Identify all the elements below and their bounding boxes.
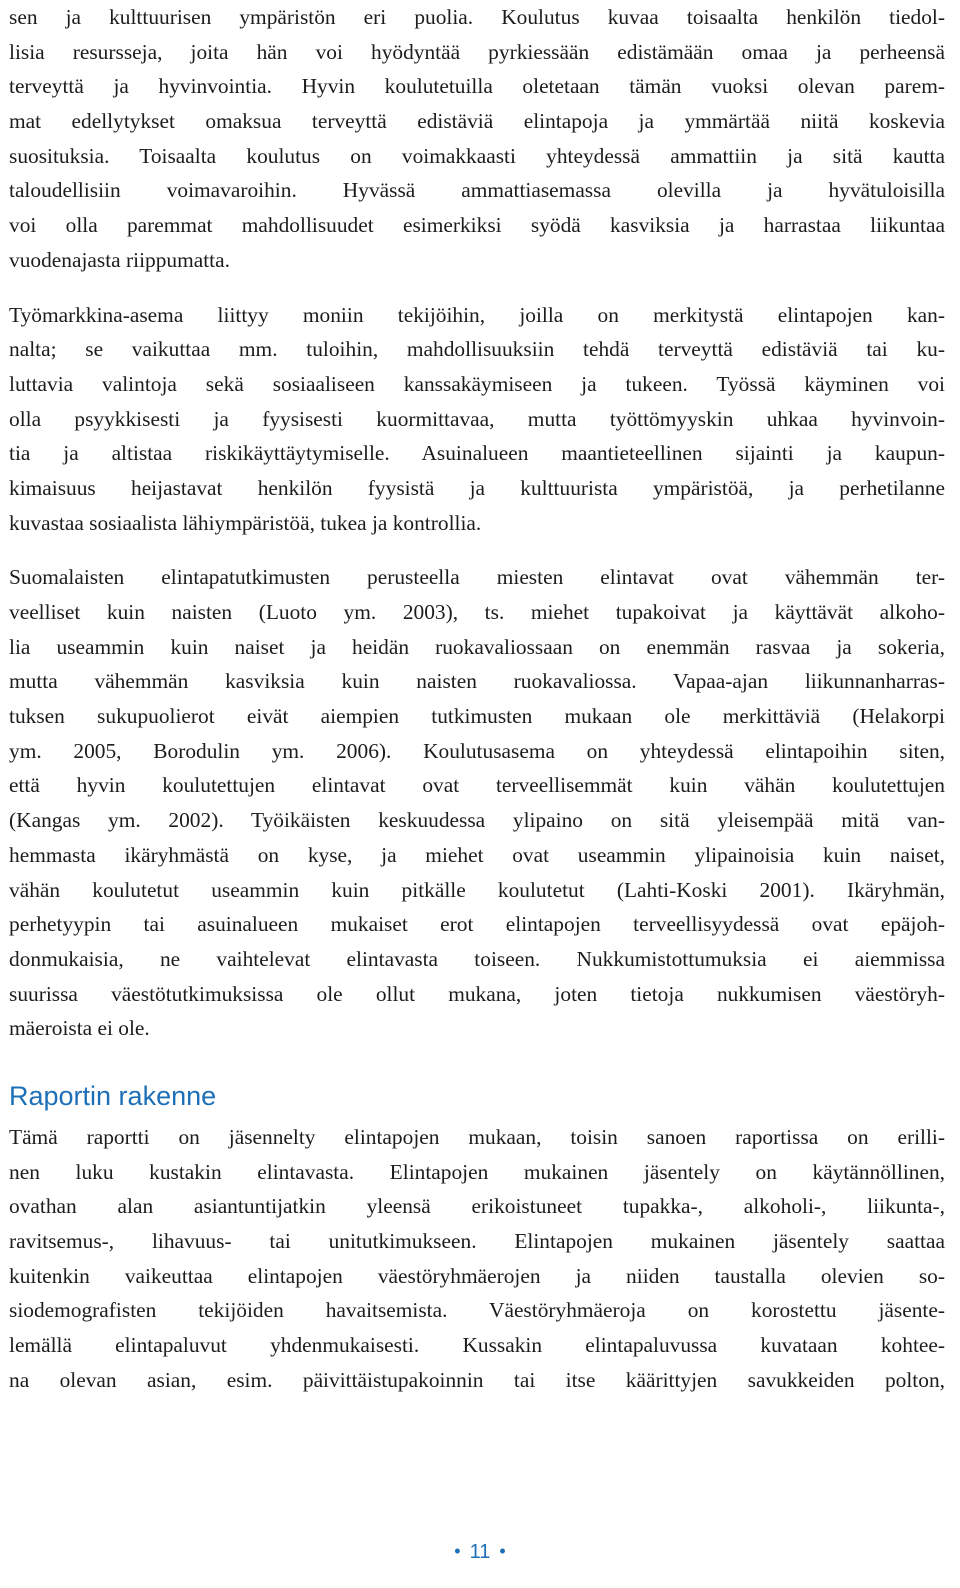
paragraph-1 bbox=[9, 0, 945, 278]
text-line: perhetyypin tai asuinalueen mukaiset erot elintapojen terveellisyydessä ovat epäjoh- bbox=[9, 912, 945, 937]
text-line: ovathan alan asiantuntijatkin yleensä erikoistuneet tupakka-, alkoholi-, liikunta-, bbox=[9, 1194, 945, 1219]
text-line: vuodenajasta riippumatta. bbox=[9, 247, 230, 272]
text-line: (Kangas ym. 2002). Työikäisten keskuudessa ylipaino on sitä yleisempää mitä van- bbox=[9, 808, 945, 833]
page-footer bbox=[0, 1538, 960, 1567]
text-line: Tämä raportti on jäsennelty elintapojen mukaan, toisin sanoen raportissa on erilli- bbox=[9, 1124, 945, 1149]
paragraph-2 bbox=[9, 298, 945, 541]
text-line: suosituksia. Toisaalta koulutus on voimakkaasti yhteydessä ammattiin ja sitä kautta bbox=[9, 143, 945, 168]
text-line: kuvastaa sosiaalista lähiympäristöä, tukea ja kontrollia. bbox=[9, 510, 482, 535]
text-line: voi olla paremmat mahdollisuudet esimerkiksi syödä kasviksia ja harrastaa liikuntaa bbox=[9, 213, 945, 238]
text-line: na olevan asian, esim. päivittäistupakoinnin tai itse käärittyjen savukkeiden polton, bbox=[9, 1367, 945, 1392]
text-line: sen ja kulttuurisen ympäristön eri puolia. Koulutus kuvaa toisaalta henkilön tiedol- bbox=[9, 5, 945, 29]
paragraph-gap bbox=[9, 540, 945, 560]
text-line: taloudellisiin voimavaroihin. Hyvässä ammattiasemassa olevilla ja hyvätuloisilla bbox=[9, 178, 945, 203]
text-line: Työmarkkina-asema liittyy moniin tekijöihin, joilla on merkitystä elintapojen kan- bbox=[9, 302, 945, 327]
text-line: donmukaisia, ne vaihtelevat elintavasta toiseen. Nukkumistottumuksia ei aiemmissa bbox=[9, 946, 945, 971]
section-heading: Raportin rakenne bbox=[9, 1080, 217, 1111]
text-line: vähän koulutetut useammin kuin pitkälle koulutetut (Lahti-Koski 2001). Ikäryhmän, bbox=[9, 877, 945, 902]
text-line: siodemografisten tekijöiden havaitsemista. Väestöryhmäeroja on korostettu jäsente- bbox=[9, 1298, 945, 1323]
text-line: kuitenkin vaikeuttaa elintapojen väestöryhmäerojen ja niiden taustalla olevien so- bbox=[9, 1263, 945, 1288]
text-line: mat edellytykset omaksua terveyttä edistäviä elintapoja ja ymmärtää niitä koskevia bbox=[9, 109, 945, 134]
text-line: Suomalaisten elintapatutkimusten perusteella miesten elintavat ovat vähemmän ter- bbox=[9, 565, 945, 590]
text-line: että hyvin koulutettujen elintavat ovat terveellisemmät kuin vähän koulutettujen bbox=[9, 773, 945, 798]
text-line: tia ja altistaa riskikäyttäytymiselle. Asuinalueen maantieteellinen sijainti ja kaupun- bbox=[9, 441, 945, 466]
text-line: kimaisuus heijastavat henkilön fyysistä ja kulttuurista ympäristöä, ja perhetilanne bbox=[9, 475, 945, 500]
text-line: lemällä elintapaluvut yhdenmukaisesti. Kussakin elintapaluvussa kuvataan kohtee- bbox=[9, 1333, 945, 1358]
text-line: nalta; se vaikuttaa mm. tuloihin, mahdollisuuksiin tehdä terveyttä edistäviä tai ku- bbox=[9, 337, 945, 362]
text-line: mutta vähemmän kasviksia kuin naisten ruokavaliossa. Vapaa-ajan liikunnanharras- bbox=[9, 669, 945, 694]
text-line: luttavia valintoja sekä sosiaaliseen kanssakäymiseen ja tukeen. Työssä käyminen voi bbox=[9, 371, 945, 396]
section-paragraph bbox=[9, 1120, 945, 1398]
paragraph-gap bbox=[9, 278, 945, 298]
text-line: olla psyykkisesti ja fyysisesti kuormittavaa, mutta työttömyyskin uhkaa hyvinvoin- bbox=[9, 406, 945, 431]
bullet-icon: • bbox=[499, 1540, 506, 1561]
text-line: ravitsemus-, lihavuus- tai unitutkimukseen. Elintapojen mukainen jäsentely saattaa bbox=[9, 1229, 945, 1253]
paragraph-3 bbox=[9, 560, 945, 1046]
text-line: nen luku kustakin elintavasta. Elintapojen mukainen jäsentely on käytännöllinen, bbox=[9, 1159, 945, 1184]
bullet-icon: • bbox=[454, 1540, 461, 1561]
text-line: lia useammin kuin naiset ja heidän ruokavaliossaan on enemmän rasvaa ja sokeria, bbox=[9, 634, 945, 659]
page-number: 11 bbox=[469, 1541, 491, 1563]
text-line: suurissa väestötutkimuksissa ole ollut mukana, joten tietoja nukkumisen väestöryh- bbox=[9, 981, 945, 1006]
text-line: tuksen sukupuolierot eivät aiempien tutkimusten mukaan ole merkittäviä (Helakorpi bbox=[9, 704, 945, 729]
text-line: ym. 2005, Borodulin ym. 2006). Koulutusasema on yhteydessä elintapoihin siten, bbox=[9, 738, 945, 763]
text-line: mäeroista ei ole. bbox=[9, 1016, 150, 1041]
text-line: veelliset kuin naisten (Luoto ym. 2003), ts. miehet tupakoivat ja käyttävät alkoho- bbox=[9, 600, 945, 624]
text-line: lisia resursseja, joita hän voi hyödyntää pyrkiessään edistämään omaa ja perheensä bbox=[9, 39, 945, 64]
document-page bbox=[9, 0, 945, 1397]
text-line: hemmasta ikäryhmästä on kyse, ja miehet ovat useammin ylipainoisia kuin naiset, bbox=[9, 842, 945, 867]
section-gap bbox=[9, 1046, 945, 1076]
text-line: terveyttä ja hyvinvointia. Hyvin koulutetuilla oletetaan tämän vuoksi olevan parem- bbox=[9, 74, 945, 99]
